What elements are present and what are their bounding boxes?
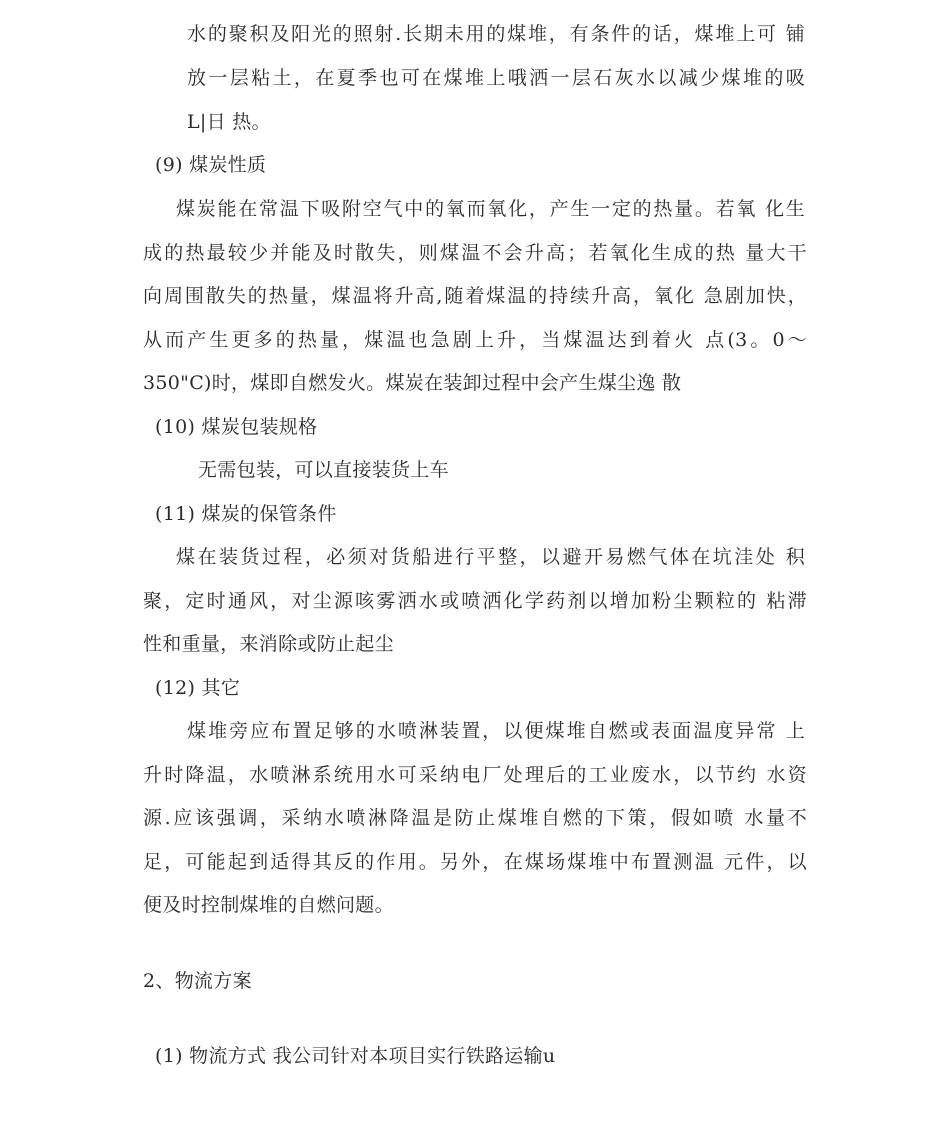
text-line: 聚，定时通风，对尘源咳雾洒水或喷洒化学药剂以增加粉尘颗粒的 粘滞 [143,590,807,612]
section-heading: (11) 煤炭的保管条件 [155,503,337,525]
text-line: 便及时控制煤堆的自燃问题。 [143,894,394,916]
text-line: 煤炭能在常温下吸附空气中的氧而氧化，产生一定的热量。若氧 化生 [176,198,805,220]
text-line: 源.应该强调，采纳水喷淋降温是防止煤堆自燃的下策，假如喷 水量不 [143,807,807,829]
text-line: 煤在装货过程，必须对货船进行平整，以避开易燃气体在坑洼处 积 [176,546,805,568]
text-line: 煤堆旁应布置足够的水喷淋装置，以便煤堆自燃或表面温度异常 上 [187,720,805,742]
section-heading: (9) 煤炭性质 [155,154,267,176]
text-line: 足，可能起到适得其反的作用。另外，在煤场煤堆中布置测温 元件，以 [143,851,807,873]
section-heading: 2、物流方案 [143,970,252,992]
text-line: 水的聚积及阳光的照射.长期未用的煤堆，有条件的话，煤堆上可 铺 [187,23,805,45]
text-line: 350"C)时，煤即自燃发火。煤炭在装卸过程中会产生煤尘逸 散 [143,372,682,394]
text-line: 性和重量，来消除或防止起尘 [143,633,394,655]
text-line: 升时降温，水喷淋系统用水可采纳电厂处理后的工业废水，以节约 水资 [143,764,807,786]
text-line: 放一层粘土，在夏季也可在煤堆上哦洒一层石灰水以减少煤堆的吸 [187,67,805,89]
text-line: 向周围散失的热量，煤温将升高,随着煤温的持续升高，氧化 急剧加快， [143,285,807,307]
text-line: (1) 物流方式 我公司针对本项目实行铁路运输u [155,1045,556,1067]
text-line: 从而产生更多的热量，煤温也急剧上升，当煤温达到着火 点(3。0〜 [143,329,807,351]
text-line: L|日 热。 [187,111,271,133]
section-heading: (12) 其它 [155,677,241,699]
text-line: 无需包装，可以直接装货上车 [198,459,449,481]
section-heading: (10) 煤炭包装规格 [155,416,318,438]
text-line: 成的热最较少并能及时散失，则煤温不会升高；若氧化生成的热 量大干 [143,242,807,264]
